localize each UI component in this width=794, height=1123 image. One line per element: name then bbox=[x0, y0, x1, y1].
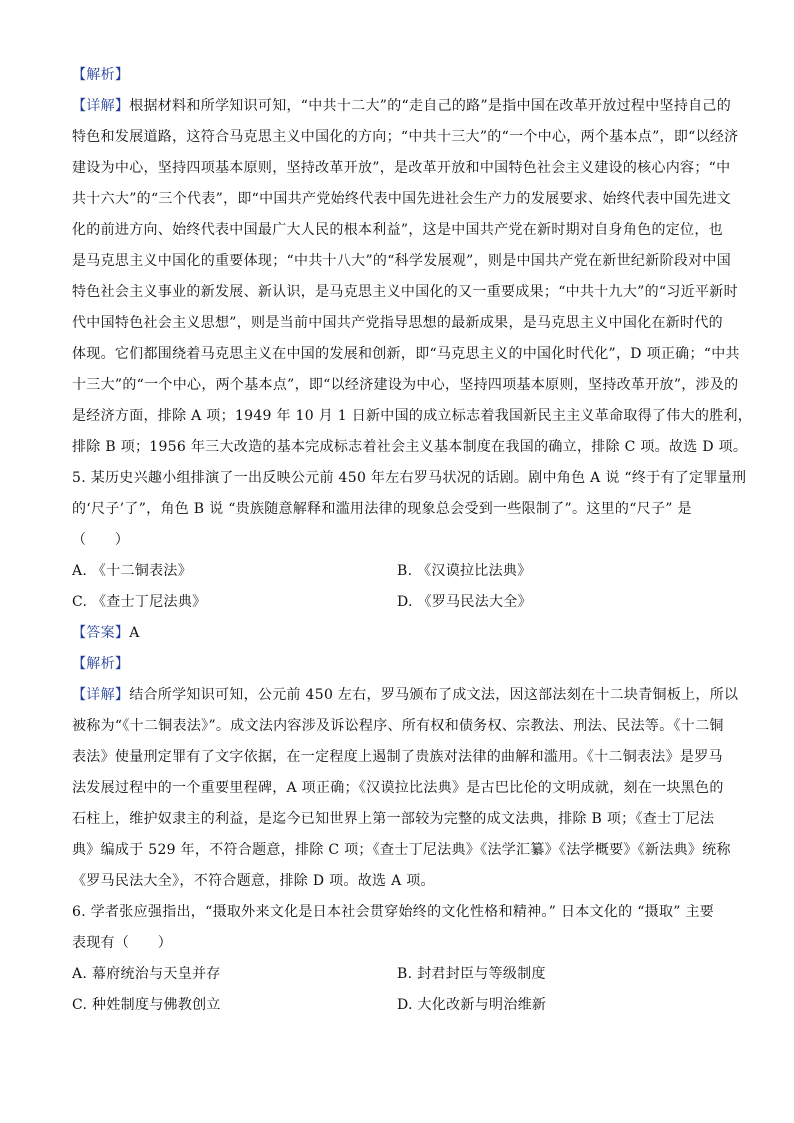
detail-line: 排除 B 项；1956 年三大改造的基本完成标志着社会主义基本制度在我国的确立，排除 C 项。故选 D 项。 bbox=[72, 439, 748, 455]
option-a: A. 幕府统治与天皇并存 bbox=[72, 966, 221, 982]
question-blank: （ ） bbox=[72, 532, 130, 548]
question-6 bbox=[72, 897, 722, 1021]
detail-label: 【详解】 bbox=[72, 98, 130, 114]
detail-line: 建设为中心，坚持四项基本原则，坚持改革开放”，是改革开放和中国特色社会主义建设的核心内容；“中 bbox=[72, 160, 731, 176]
answer-line bbox=[72, 618, 722, 649]
option-row bbox=[72, 990, 722, 1021]
option-a: A. 《十二铜表法》 bbox=[72, 563, 193, 579]
option-row bbox=[72, 556, 722, 587]
option-d: D. 《罗马民法大全》 bbox=[397, 594, 532, 610]
detail-line: 被称为“《十二铜表法》”。成文法内容涉及诉讼程序、所有权和债务权、宗教法、刑法、民法等。《十二铜 bbox=[72, 718, 724, 734]
question-line: 6. 学者张应强指出，“摄取外来文化是日本社会贯穿始终的文化性格和精神。” 日本文化的 “摄取” 主要 bbox=[72, 904, 715, 920]
option-c: C. 《查士丁尼法典》 bbox=[72, 594, 207, 610]
detail-line: 典》编成于 529 年，不符合题意，排除 C 项；《查士丁尼法典》《法学汇纂》《法学概要》《新法典》统称 bbox=[72, 842, 731, 858]
answer-label: 【答案】 bbox=[72, 625, 130, 641]
option-c: C. 种姓制度与佛教创立 bbox=[72, 997, 221, 1013]
option-b: B. 《汉谟拉比法典》 bbox=[397, 563, 532, 579]
detail-line: 特色社会主义事业的新发展、新认识，是马克思主义中国化的又一重要成果；“中共十九大”的“习近平新时 bbox=[72, 284, 738, 300]
analysis-heading bbox=[72, 649, 722, 680]
analysis-heading bbox=[72, 60, 722, 91]
detail-line: 体现。它们都围绕着马克思主义在中国的发展和创新，即“马克思主义的中国化时代化”，D 项正确；“中共 bbox=[72, 346, 740, 362]
detail-line: 是马克思主义中国化的重要体现；“中共十八大”的“科学发展观”，则是中国共产党在新世纪新阶段对中国 bbox=[72, 253, 732, 269]
option-row bbox=[72, 959, 722, 990]
detail-block-2 bbox=[72, 680, 739, 897]
detail-text: 结合所学知识可知，公元前 450 左右，罗马颁布了成文法，因这部法刻在十二块青铜板上，所以 bbox=[129, 687, 739, 703]
detail-line bbox=[72, 91, 732, 122]
detail-block-1 bbox=[72, 91, 753, 463]
option-d: D. 大化改新与明治维新 bbox=[397, 997, 547, 1013]
analysis-label: 【解析】 bbox=[72, 67, 130, 83]
option-b: B. 封君封臣与等级制度 bbox=[397, 966, 546, 982]
question-line: 表现有（ ） bbox=[72, 935, 173, 951]
detail-line: 化的前进方向、始终代表中国最广大人民的根本利益”，这是中国共产党在新时期对自身角色的定位，也 bbox=[72, 222, 723, 238]
analysis-label: 【解析】 bbox=[72, 656, 130, 672]
detail-line bbox=[72, 680, 739, 711]
detail-text: 根据材料和所学知识可知，“中共十二大”的“走自己的路”是指中国在改革开放过程中坚持自己的 bbox=[129, 98, 732, 114]
question-line: 的‘尺子’了”，角色 B 说 “贵族随意解释和滥用法律的现象总会受到一些限制了”。这里的“尺子” 是 bbox=[72, 501, 692, 517]
question-5 bbox=[72, 463, 747, 618]
detail-line: 代中国特色社会主义思想”，则是当前中国共产党指导思想的最新成果，是马克思主义中国化在新时代的 bbox=[72, 315, 723, 331]
detail-line: 十三大”的“一个中心，两个基本点”，即“以经济建设为中心，坚持四项基本原则，坚持改革开放”，涉及的 bbox=[72, 377, 739, 393]
option-row bbox=[72, 587, 722, 618]
detail-line: 石柱上，维护奴隶主的利益，是迄今已知世界上第一部较为完整的成文法典，排除 B 项；《查士丁尼法 bbox=[72, 811, 715, 827]
detail-line: 《罗马民法大全》，不符合题意，排除 D 项。故选 A 项。 bbox=[72, 873, 435, 889]
question-line: 5. 某历史兴趣小组排演了一出反映公元前 450 年左右罗马状况的话剧。剧中角色 A 说 “终于有了定罪量刑 bbox=[72, 470, 747, 486]
detail-line: 共十六大”的“三个代表”，即“中国共产党始终代表中国先进社会生产力的发展要求、始终代表中国先进文 bbox=[72, 191, 732, 207]
detail-line: 法发展过程中的一个重要里程碑，A 项正确；《汉谟拉比法典》是古巴比伦的文明成就，刻在一块黑色的 bbox=[72, 780, 724, 796]
detail-line: 特色和发展道路，这符合马克思主义中国化的方向；“中共十三大”的“一个中心，两个基本点”，即“以经济 bbox=[72, 129, 739, 145]
document-page bbox=[72, 60, 753, 1021]
detail-line: 是经济方面，排除 A 项；1949 年 10 月 1 日新中国的成立标志着我国新民主主义革命取得了伟大的胜利， bbox=[72, 408, 753, 424]
detail-line: 表法》使量刑定罪有了文字依据，在一定程度上遏制了贵族对法律的曲解和滥用。《十二铜表法》是罗马 bbox=[72, 749, 723, 765]
detail-label: 【详解】 bbox=[72, 687, 130, 703]
answer-value: A bbox=[129, 625, 140, 641]
